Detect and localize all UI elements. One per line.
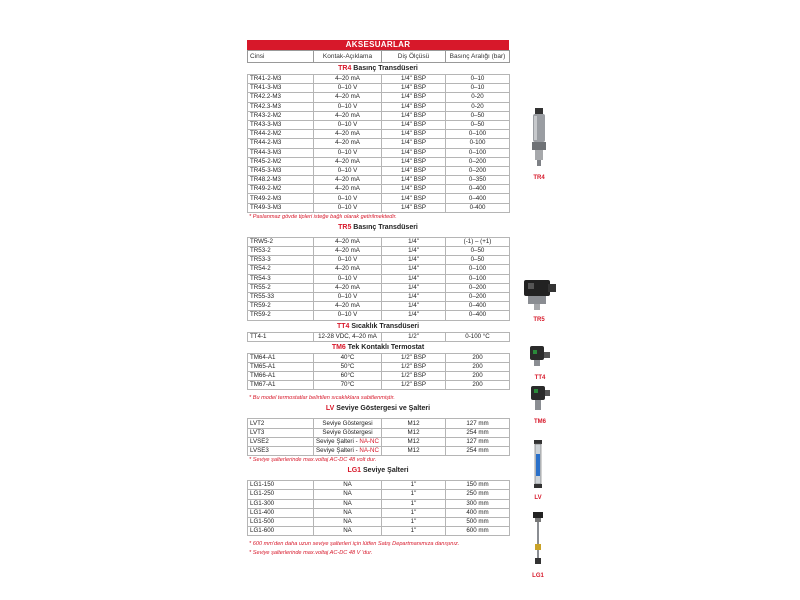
contact-cell: 0–10 V xyxy=(314,102,382,111)
tr5-image-label: TR5 xyxy=(533,317,545,323)
contact-type-text: NA-NC xyxy=(359,437,379,445)
thread-cell: 1/4" xyxy=(382,311,446,320)
description-text: Seviye Şalteri - xyxy=(316,447,360,455)
contact-cell: 4–20 mA xyxy=(314,130,382,139)
thread-cell: 1/2" BSP xyxy=(382,353,446,362)
range-cell: 0–400 xyxy=(446,302,510,311)
range-cell: 400 mm xyxy=(446,508,510,517)
table-row xyxy=(248,274,510,283)
section-code: TT4 xyxy=(336,322,350,330)
contact-cell: NA xyxy=(314,499,382,508)
contact-cell: 4–20 mA xyxy=(314,157,382,166)
tr4-image-label: TR4 xyxy=(533,175,545,181)
thread-cell: 1/4" BSP xyxy=(382,139,446,148)
range-cell: 0–100 xyxy=(446,265,510,274)
contact-cell: 0–10 V xyxy=(314,84,382,93)
section-code: TM6 xyxy=(331,343,346,351)
thread-cell: 1/4" BSP xyxy=(382,166,446,175)
model-cell: TR44-3-M3 xyxy=(248,148,314,157)
table-row xyxy=(248,332,510,341)
range-cell: 0-100 °C xyxy=(446,332,510,341)
model-cell: TR59-2 xyxy=(248,311,314,320)
range-cell: 0–50 xyxy=(446,256,510,265)
model-cell: TR53-2 xyxy=(248,247,314,256)
contact-cell xyxy=(314,419,382,428)
contact-cell: 0–10 V xyxy=(314,166,382,175)
table-row xyxy=(248,353,510,362)
section-title-tr4 xyxy=(247,63,509,74)
table-row xyxy=(248,75,510,84)
thread-cell: 1/4" BSP xyxy=(382,148,446,157)
contact-cell: 0–10 V xyxy=(314,148,382,157)
range-cell: (-1) – (+1) xyxy=(446,237,510,246)
range-cell: 0–50 xyxy=(446,111,510,120)
table-row xyxy=(248,508,510,517)
model-cell: TR54-2 xyxy=(248,265,314,274)
table-row xyxy=(248,111,510,120)
contact-type-text: NA-NC xyxy=(359,447,379,455)
thread-cell: 1/4" xyxy=(382,237,446,246)
model-cell: TR55-33 xyxy=(248,292,314,301)
table-row xyxy=(248,247,510,256)
lv-table xyxy=(247,418,510,456)
table-row xyxy=(248,481,510,490)
thread-cell: 1/4" BSP xyxy=(382,194,446,203)
range-cell: 0–200 xyxy=(446,292,510,301)
model-cell: TM64-A1 xyxy=(248,353,314,362)
thread-cell: M12 xyxy=(382,419,446,428)
contact-cell: 70°C xyxy=(314,381,382,390)
model-cell: TM66-A1 xyxy=(248,372,314,381)
contact-cell xyxy=(314,447,382,456)
model-cell: TR41-3-M3 xyxy=(248,84,314,93)
model-cell: TR59-2 xyxy=(248,302,314,311)
table-row xyxy=(248,157,510,166)
table-row xyxy=(248,283,510,292)
tt4-table xyxy=(247,332,510,342)
table-row xyxy=(248,447,510,456)
model-cell: TM65-A1 xyxy=(248,362,314,371)
lv-note: * Seviye şalterlerinde max.voltaj AC-DC 48 volt dur. xyxy=(249,457,377,464)
model-cell: TR43-2-M2 xyxy=(248,111,314,120)
thread-cell: 1/4" xyxy=(382,274,446,283)
model-cell: TR53-3 xyxy=(248,256,314,265)
range-cell: 0–400 xyxy=(446,311,510,320)
tr5-table xyxy=(247,237,510,321)
range-cell: 150 mm xyxy=(446,481,510,490)
model-cell: LG1-250 xyxy=(248,490,314,499)
thread-cell: 1" xyxy=(382,490,446,499)
table-row xyxy=(248,130,510,139)
pressure-transducer-icon xyxy=(528,108,550,168)
range-cell: 0–100 xyxy=(446,148,510,157)
section-code: TR5 xyxy=(338,223,352,231)
contact-cell: 4–20 mA xyxy=(314,185,382,194)
contact-cell: 0–10 V xyxy=(314,203,382,212)
range-cell: 0–200 xyxy=(446,283,510,292)
range-cell: 0-400 xyxy=(446,203,510,212)
thread-cell: 1/4" BSP xyxy=(382,185,446,194)
range-cell: 0-20 xyxy=(446,93,510,102)
table-row xyxy=(248,148,510,157)
model-cell: TR44-2-M3 xyxy=(248,139,314,148)
header-cinsi: Cinsi xyxy=(248,51,314,63)
range-cell: 0-20 xyxy=(446,102,510,111)
contact-cell: 4–20 mA xyxy=(314,93,382,102)
model-cell: TR45-3-M3 xyxy=(248,166,314,175)
range-cell: 254 mm xyxy=(446,428,510,437)
table-row xyxy=(248,176,510,185)
contact-cell: 4–20 mA xyxy=(314,283,382,292)
lv-product-image xyxy=(531,440,545,501)
section-title-lv xyxy=(247,403,509,414)
level-switch-icon xyxy=(530,512,546,566)
table-row xyxy=(248,437,510,446)
contact-cell: 12-28 VDC, 4–20 mA xyxy=(314,332,382,341)
thread-cell: 1/2" xyxy=(382,332,446,341)
range-cell: 200 xyxy=(446,372,510,381)
contact-cell: 60°C xyxy=(314,372,382,381)
contact-cell: 0–10 V xyxy=(314,256,382,265)
tr4-table xyxy=(247,74,510,213)
table-row xyxy=(248,256,510,265)
thread-cell: 1/4" BSP xyxy=(382,176,446,185)
contact-cell: 0–10 V xyxy=(314,120,382,129)
range-cell: 0–350 xyxy=(446,176,510,185)
section-code: LG1 xyxy=(347,467,362,475)
lg1-product-image xyxy=(530,512,546,579)
range-cell: 0–400 xyxy=(446,194,510,203)
section-name: Seviye Göstergesi ve Şalteri xyxy=(336,405,431,413)
model-cell: TM67-A1 xyxy=(248,381,314,390)
contact-cell: 4–20 mA xyxy=(314,265,382,274)
contact-cell: 4–20 mA xyxy=(314,139,382,148)
model-cell: TR42.3-M3 xyxy=(248,102,314,111)
header-kontak: Kontak-Açıklama xyxy=(314,51,382,63)
range-cell: 0–100 xyxy=(446,274,510,283)
range-cell: 0–50 xyxy=(446,247,510,256)
model-cell: TR42.2-M3 xyxy=(248,93,314,102)
thread-cell: 1/4" BSP xyxy=(382,75,446,84)
contact-cell: 50°C xyxy=(314,362,382,371)
lg1-note-voltage: * Seviye şalterlerinde max.voltaj AC-DC 48 V 'dur. xyxy=(249,550,373,557)
description-text: Seviye Şalteri - xyxy=(316,437,360,445)
table-row xyxy=(248,166,510,175)
table-row xyxy=(248,139,510,148)
section-title-tt4 xyxy=(247,321,509,332)
tt4-product-image xyxy=(528,344,552,381)
model-cell: TR43-3-M3 xyxy=(248,120,314,129)
thread-cell: 1/2" BSP xyxy=(382,362,446,371)
range-cell: 0-100 xyxy=(446,139,510,148)
model-cell: TR55-2 xyxy=(248,283,314,292)
lv-image-label: LV xyxy=(534,495,542,501)
model-cell: TR49-2-M3 xyxy=(248,194,314,203)
model-cell: LVSE3 xyxy=(248,447,314,456)
contact-cell: NA xyxy=(314,481,382,490)
contact-cell xyxy=(314,437,382,446)
range-cell: 200 xyxy=(446,381,510,390)
table-row xyxy=(248,419,510,428)
table-row xyxy=(248,292,510,301)
contact-cell: 4–20 mA xyxy=(314,237,382,246)
table-row xyxy=(248,490,510,499)
thread-cell: 1/4" BSP xyxy=(382,93,446,102)
contact-cell: 4–20 mA xyxy=(314,302,382,311)
section-name: Tek Kontaklı Termostat xyxy=(347,343,425,351)
contact-cell: 40°C xyxy=(314,353,382,362)
contact-cell: 0–10 V xyxy=(314,194,382,203)
contact-cell: 0–10 V xyxy=(314,311,382,320)
model-cell: LVSE2 xyxy=(248,437,314,446)
section-title-tr5 xyxy=(247,222,509,233)
model-cell: LG1-300 xyxy=(248,499,314,508)
lg1-table xyxy=(247,480,510,536)
tr4-product-image xyxy=(528,108,550,181)
contact-cell: 4–20 mA xyxy=(314,176,382,185)
thread-cell: 1" xyxy=(382,527,446,536)
thread-cell: 1/4" BSP xyxy=(382,84,446,93)
table-row xyxy=(248,527,510,536)
model-cell: TR48.2-M3 xyxy=(248,176,314,185)
thread-cell: 1/2" BSP xyxy=(382,372,446,381)
contact-cell: NA xyxy=(314,508,382,517)
tm6-product-image xyxy=(528,384,552,425)
section-name: Basınç Transdüseri xyxy=(353,223,418,231)
pressure-transducer-icon xyxy=(520,276,558,310)
model-cell: TR49-2-M2 xyxy=(248,185,314,194)
level-gauge-icon xyxy=(531,440,545,488)
section-title-tm6 xyxy=(247,342,509,353)
header-basinc-araligi: Basınç Aralığı (bar) xyxy=(446,51,510,63)
table-row xyxy=(248,311,510,320)
table-row xyxy=(248,203,510,212)
thread-cell: 1/4" xyxy=(382,265,446,274)
range-cell: 200 xyxy=(446,362,510,371)
table-row xyxy=(248,362,510,371)
thread-cell: 1/4" BSP xyxy=(382,120,446,129)
table-row xyxy=(248,120,510,129)
thread-cell: 1/4" xyxy=(382,283,446,292)
tr5-product-image xyxy=(520,276,558,323)
contact-cell: 0–10 V xyxy=(314,274,382,283)
thread-cell: 1/4" xyxy=(382,302,446,311)
section-code: LV xyxy=(325,405,335,413)
table-row xyxy=(248,499,510,508)
tm6-note: * Bu model termostatlar belirtilen sıcaklıklara sabitlenmiştir. xyxy=(249,395,395,402)
thread-cell: M12 xyxy=(382,447,446,456)
thread-cell: M12 xyxy=(382,437,446,446)
tr4-note: * Paslanmaz gövde tipleri isteğe bağlı olarak getirilmektedir. xyxy=(249,213,397,220)
table-row xyxy=(248,102,510,111)
range-cell: 200 xyxy=(446,353,510,362)
lg1-note-length: * 600 mm'den daha uzun seviye şalterleri için lütfen Satış Departmanımıza danışınız. xyxy=(249,541,460,548)
contact-cell: 4–20 mA xyxy=(314,111,382,120)
contact-cell: NA xyxy=(314,517,382,526)
model-cell: TRW5-2 xyxy=(248,237,314,246)
table-row xyxy=(248,237,510,246)
table-row xyxy=(248,381,510,390)
thread-cell: 1" xyxy=(382,517,446,526)
table-row xyxy=(248,93,510,102)
contact-cell: 4–20 mA xyxy=(314,247,382,256)
range-cell: 127 mm xyxy=(446,437,510,446)
range-cell: 0–10 xyxy=(446,75,510,84)
description-text: Seviye Göstergesi xyxy=(322,428,373,436)
model-cell: TT4-1 xyxy=(248,332,314,341)
tt4-image-label: TT4 xyxy=(534,375,546,381)
model-cell: LVT2 xyxy=(248,419,314,428)
column-header-table xyxy=(247,50,510,63)
model-cell: LG1-400 xyxy=(248,508,314,517)
section-name: Sıcaklık Transdüseri xyxy=(351,322,420,330)
model-cell: LG1-600 xyxy=(248,527,314,536)
thread-cell: 1/4" xyxy=(382,256,446,265)
thread-cell: 1/2" BSP xyxy=(382,381,446,390)
table-row xyxy=(248,428,510,437)
thread-cell: 1/4" xyxy=(382,247,446,256)
lg1-image-label: LG1 xyxy=(532,573,544,579)
range-cell: 0–10 xyxy=(446,84,510,93)
range-cell: 250 mm xyxy=(446,490,510,499)
tm6-image-label: TM6 xyxy=(534,419,546,425)
table-row xyxy=(248,372,510,381)
description-text: Seviye Göstergesi xyxy=(322,419,373,427)
table-row xyxy=(248,302,510,311)
model-cell: TR45-2-M2 xyxy=(248,157,314,166)
model-cell: TR49-3-M3 xyxy=(248,203,314,212)
table-row xyxy=(248,517,510,526)
thread-cell: 1/4" BSP xyxy=(382,102,446,111)
thread-cell: 1" xyxy=(382,499,446,508)
catalog-page xyxy=(247,40,509,558)
range-cell: 600 mm xyxy=(446,527,510,536)
range-cell: 127 mm xyxy=(446,419,510,428)
contact-cell xyxy=(314,428,382,437)
column-header-row xyxy=(248,51,510,63)
contact-cell: NA xyxy=(314,490,382,499)
section-name: Basınç Transdüseri xyxy=(353,65,418,72)
range-cell: 0–100 xyxy=(446,130,510,139)
section-name: Seviye Şalteri xyxy=(363,467,409,475)
range-cell: 254 mm xyxy=(446,447,510,456)
table-row xyxy=(248,194,510,203)
contact-cell: NA xyxy=(314,527,382,536)
thread-cell: 1/4" BSP xyxy=(382,130,446,139)
section-code: TR4 xyxy=(338,65,352,72)
thread-cell: 1" xyxy=(382,508,446,517)
table-row xyxy=(248,84,510,93)
table-row xyxy=(248,185,510,194)
model-cell: LG1-500 xyxy=(248,517,314,526)
contact-cell: 4–20 mA xyxy=(314,75,382,84)
thread-cell: 1/4" BSP xyxy=(382,111,446,120)
tm6-table xyxy=(247,353,510,391)
model-cell: TR41-2-M3 xyxy=(248,75,314,84)
range-cell: 0–200 xyxy=(446,166,510,175)
thread-cell: M12 xyxy=(382,428,446,437)
page-banner: AKSESUARLAR xyxy=(247,40,509,50)
range-cell: 500 mm xyxy=(446,517,510,526)
model-cell: LG1-150 xyxy=(248,481,314,490)
contact-cell: 0–10 V xyxy=(314,292,382,301)
table-row xyxy=(248,265,510,274)
model-cell: TR54-3 xyxy=(248,274,314,283)
thread-cell: 1/4" BSP xyxy=(382,203,446,212)
range-cell: 300 mm xyxy=(446,499,510,508)
range-cell: 0–200 xyxy=(446,157,510,166)
header-dis-olcusu: Diş Ölçüsü xyxy=(382,51,446,63)
thermostat-icon xyxy=(528,384,552,412)
temperature-transducer-icon xyxy=(528,344,552,368)
section-title-lg1 xyxy=(247,465,509,476)
thread-cell: 1" xyxy=(382,481,446,490)
range-cell: 0–400 xyxy=(446,185,510,194)
model-cell: LVT3 xyxy=(248,428,314,437)
thread-cell: 1/4" xyxy=(382,292,446,301)
range-cell: 0–50 xyxy=(446,120,510,129)
model-cell: TR44-2-M2 xyxy=(248,130,314,139)
thread-cell: 1/4" BSP xyxy=(382,157,446,166)
